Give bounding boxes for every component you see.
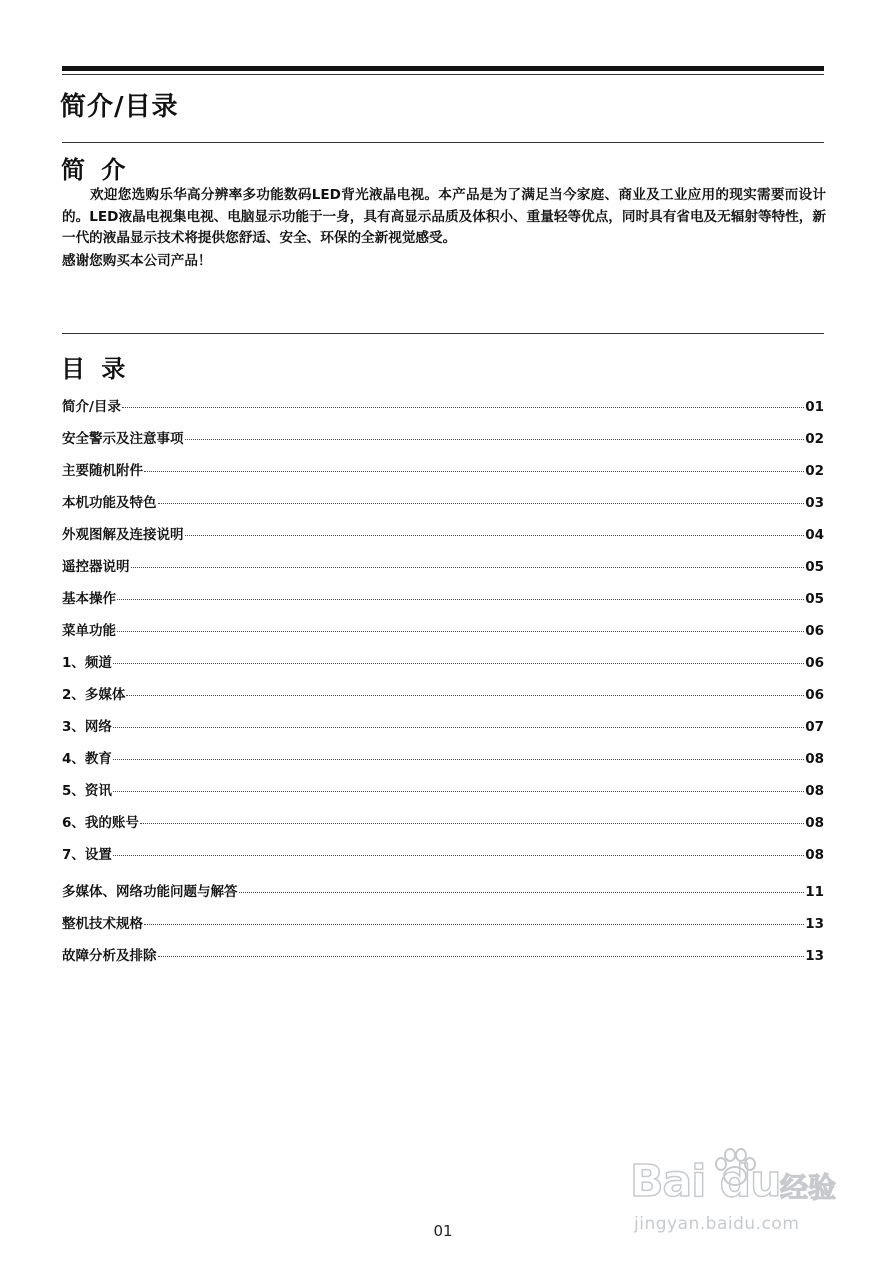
toc-leader bbox=[122, 407, 804, 408]
toc-item[interactable] bbox=[62, 715, 824, 747]
toc-item-page: 13 bbox=[805, 916, 824, 932]
toc-leader bbox=[113, 663, 804, 664]
toc-leader bbox=[117, 631, 804, 632]
toc-item-label: 外观图解及连接说明 bbox=[62, 527, 184, 543]
toc-item-page: 07 bbox=[805, 719, 824, 735]
toc-leader bbox=[113, 791, 804, 792]
toc-item-page: 06 bbox=[805, 655, 824, 671]
toc-item-label: 基本操作 bbox=[62, 591, 116, 607]
toc-item-page: 02 bbox=[805, 431, 824, 447]
toc-item-page: 05 bbox=[805, 591, 824, 607]
toc-item[interactable] bbox=[62, 779, 824, 811]
toc-leader bbox=[158, 956, 805, 957]
toc-leader bbox=[158, 503, 805, 504]
toc-leader bbox=[185, 439, 805, 440]
toc-item[interactable] bbox=[62, 619, 824, 651]
toc-item-label: 7、设置 bbox=[62, 847, 112, 863]
toc-item[interactable] bbox=[62, 747, 824, 779]
toc-leader bbox=[113, 727, 804, 728]
intro-thanks: 感谢您购买本公司产品！ bbox=[62, 253, 212, 269]
toc-item-label: 遥控器说明 bbox=[62, 559, 130, 575]
toc-item[interactable] bbox=[62, 427, 824, 459]
toc-item-label: 主要随机附件 bbox=[62, 463, 143, 479]
toc-item-page: 02 bbox=[805, 463, 824, 479]
toc-item-page: 01 bbox=[805, 399, 824, 415]
toc-item-label: 2、多媒体 bbox=[62, 687, 126, 703]
toc-item-label: 多媒体、网络功能问题与解答 bbox=[62, 884, 238, 900]
header-thick-rule bbox=[62, 66, 824, 71]
toc-item[interactable] bbox=[62, 651, 824, 683]
paw-icon bbox=[712, 1148, 758, 1188]
divider bbox=[62, 142, 824, 143]
baidu-jingyan-watermark bbox=[630, 1148, 850, 1248]
toc-item-page: 05 bbox=[805, 559, 824, 575]
toc-leader bbox=[113, 759, 804, 760]
toc-item-label: 故障分析及排除 bbox=[62, 948, 157, 964]
toc-list bbox=[62, 395, 824, 976]
page-title: 简介/目录 bbox=[60, 92, 179, 122]
toc-item-label: 5、资讯 bbox=[62, 783, 112, 799]
toc-item[interactable] bbox=[62, 944, 824, 976]
toc-item-page: 06 bbox=[805, 687, 824, 703]
toc-item-page: 06 bbox=[805, 623, 824, 639]
toc-leader bbox=[144, 924, 804, 925]
toc-leader bbox=[239, 892, 805, 893]
toc-item[interactable] bbox=[62, 811, 824, 843]
toc-item[interactable] bbox=[62, 587, 824, 619]
toc-item-label: 简介/目录 bbox=[62, 399, 121, 415]
toc-item-label: 4、教育 bbox=[62, 751, 112, 767]
intro-paragraph: 欢迎您选购乐华高分辨率多功能数码LED背光液晶电视。本产品是为了满足当今家庭、商业及工业应用的现实需要而设计的。LED液晶电视集电视、电脑显示功能于一身，具有高显示品质及体积小、重量轻等优点，同时具有省电及无辐射等特性，新一代的液晶显示技术将提供您舒适、安全、环保的全新视觉感受。 bbox=[62, 187, 826, 246]
toc-item[interactable] bbox=[62, 523, 824, 555]
toc-item-label: 3、网络 bbox=[62, 719, 112, 735]
toc-leader bbox=[113, 855, 804, 856]
toc-item-page: 13 bbox=[805, 948, 824, 964]
toc-item[interactable] bbox=[62, 683, 824, 715]
toc-item-label: 安全警示及注意事项 bbox=[62, 431, 184, 447]
watermark-logo-text: Bai du bbox=[630, 1156, 781, 1207]
toc-item-page: 08 bbox=[805, 783, 824, 799]
watermark-suffix: 经验 bbox=[780, 1171, 837, 1204]
toc-leader bbox=[131, 567, 805, 568]
toc-leader bbox=[140, 823, 804, 824]
toc-leader bbox=[117, 599, 804, 600]
toc-item[interactable] bbox=[62, 555, 824, 587]
toc-leader bbox=[185, 535, 805, 536]
toc-item-page: 04 bbox=[805, 527, 824, 543]
watermark-url: jingyan.baidu.com bbox=[634, 1214, 800, 1234]
toc-item-page: 08 bbox=[805, 847, 824, 863]
header-thin-rule bbox=[62, 74, 824, 75]
toc-item[interactable] bbox=[62, 491, 824, 523]
intro-heading: 简 介 bbox=[61, 156, 130, 184]
toc-item-label: 1、频道 bbox=[62, 655, 112, 671]
toc-item[interactable] bbox=[62, 912, 824, 944]
toc-item-page: 08 bbox=[805, 751, 824, 767]
toc-item-page: 08 bbox=[805, 815, 824, 831]
toc-item-label: 整机技术规格 bbox=[62, 916, 143, 932]
toc-item[interactable] bbox=[62, 459, 824, 491]
toc-item-label: 菜单功能 bbox=[62, 623, 116, 639]
toc-item-label: 6、我的账号 bbox=[62, 815, 139, 831]
page-number: 01 bbox=[433, 1222, 453, 1240]
divider bbox=[62, 333, 824, 334]
toc-leader bbox=[126, 695, 804, 696]
toc-item[interactable] bbox=[62, 843, 824, 875]
toc-item-page: 03 bbox=[805, 495, 824, 511]
toc-item[interactable] bbox=[62, 880, 824, 912]
toc-item[interactable] bbox=[62, 395, 824, 427]
toc-leader bbox=[144, 471, 804, 472]
toc-heading: 目 录 bbox=[61, 355, 130, 383]
toc-item-label: 本机功能及特色 bbox=[62, 495, 157, 511]
toc-item-page: 11 bbox=[805, 884, 824, 900]
